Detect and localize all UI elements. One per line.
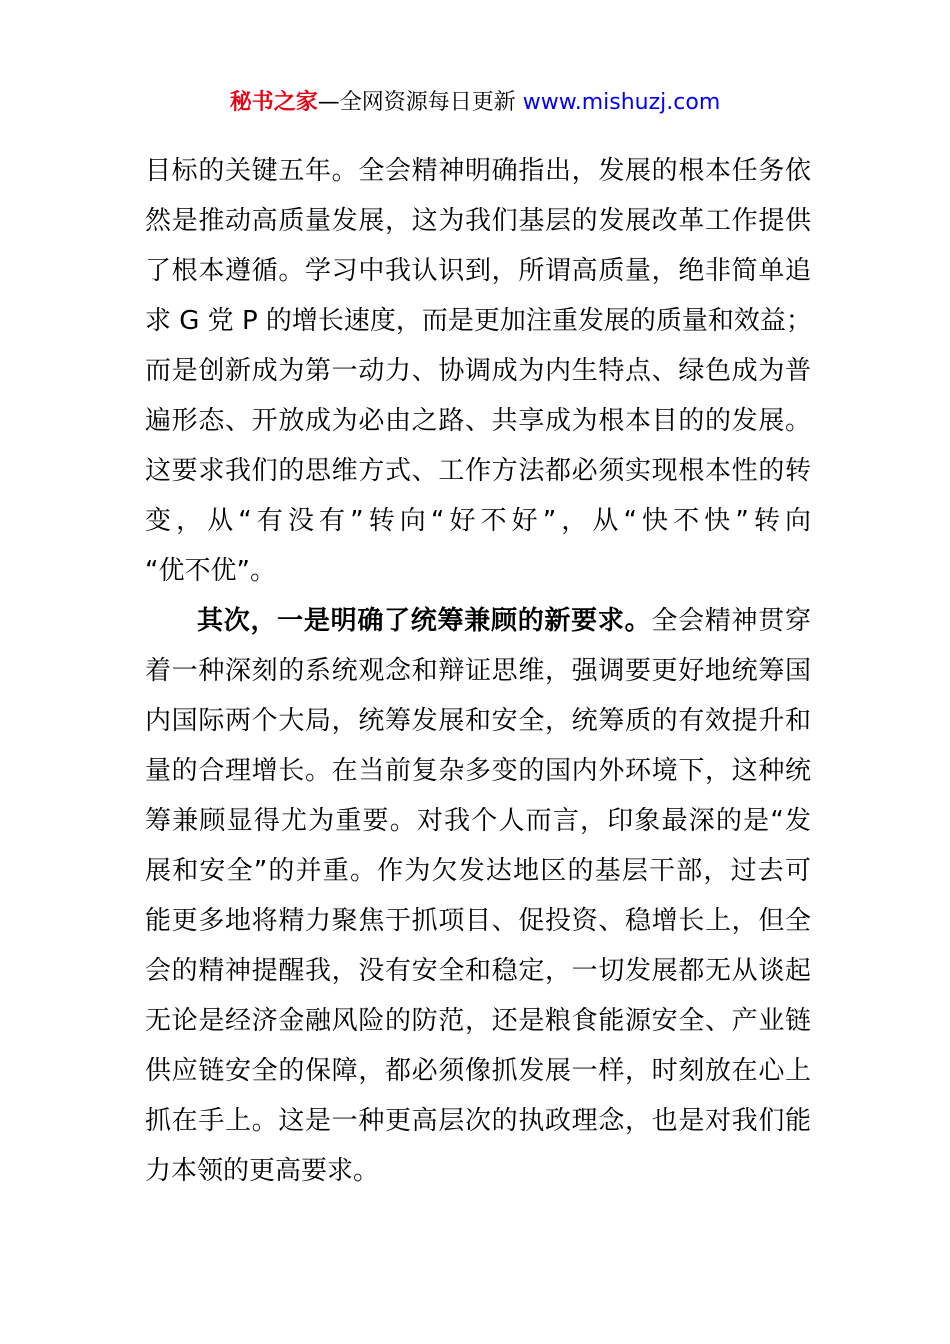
text-line: 展和安全”的并重。作为欠发达地区的基层干部，过去可: [145, 856, 811, 886]
text-line: 会的精神提醒我，没有安全和稳定，一切发展都无从谈起: [145, 956, 811, 986]
text-line: 而是创新成为第一动力、协调成为内生特点、绿色成为普: [145, 356, 811, 386]
paragraph-2: [145, 596, 811, 1196]
text-line: 量的合理增长。在当前复杂多变的国内外环境下，这种统: [145, 756, 811, 786]
section-heading: 其次，一是明确了统筹兼顾的新要求。: [197, 606, 652, 636]
text-line: 抓在手上。这是一种更高层次的执政理念，也是对我们能: [145, 1106, 811, 1136]
paragraph-lead-line: [145, 596, 811, 646]
text-line: 了根本遵循。学习中我认识到，所谓高质量，绝非简单追: [145, 256, 811, 286]
text-line: 求 G 党 P 的增长速度，而是更加注重发展的质量和效益；: [145, 306, 812, 336]
paragraph-1: [145, 146, 811, 596]
text-line: 着一种深刻的系统观念和辩证思维，强调要更好地统筹国: [145, 656, 811, 686]
site-tagline: —全网资源每日更新: [317, 90, 516, 115]
site-brand: 秘书之家: [229, 90, 318, 115]
text-line: 供应链安全的保障，都必须像抓发展一样，时刻放在心上: [145, 1056, 811, 1086]
site-url-link[interactable]: www.mishuzj.com: [522, 90, 721, 115]
text-line: 内国际两个大局，统筹发展和安全，统筹质的有效提升和: [145, 706, 811, 736]
page-header: [0, 86, 950, 120]
text-line: “优不优”。: [145, 556, 276, 586]
lead-text: 全会精神贯穿: [651, 606, 811, 636]
text-line: 遍形态、开放成为必由之路、共享成为根本目的的发展。: [145, 406, 811, 436]
text-line: 无论是经济金融风险的防范，还是粮食能源安全、产业链: [145, 1006, 811, 1036]
text-line: 这要求我们的思维方式、工作方法都必须实现根本性的转: [145, 456, 811, 486]
text-line: 筹兼顾显得尤为重要。对我个人而言，印象最深的是“发: [145, 806, 811, 836]
text-line: 力本领的更高要求。: [145, 1156, 380, 1186]
text-line: 目标的关键五年。全会精神明确指出，发展的根本任务依: [145, 156, 811, 186]
text-line: 变，从“有没有”转向“好不好”，从“快不快”转向: [145, 506, 811, 536]
text-line: 能更多地将精力聚焦于抓项目、促投资、稳增长上，但全: [145, 906, 811, 936]
text-line: 然是推动高质量发展，这为我们基层的发展改革工作提供: [145, 206, 811, 236]
document-body: [145, 146, 811, 1196]
